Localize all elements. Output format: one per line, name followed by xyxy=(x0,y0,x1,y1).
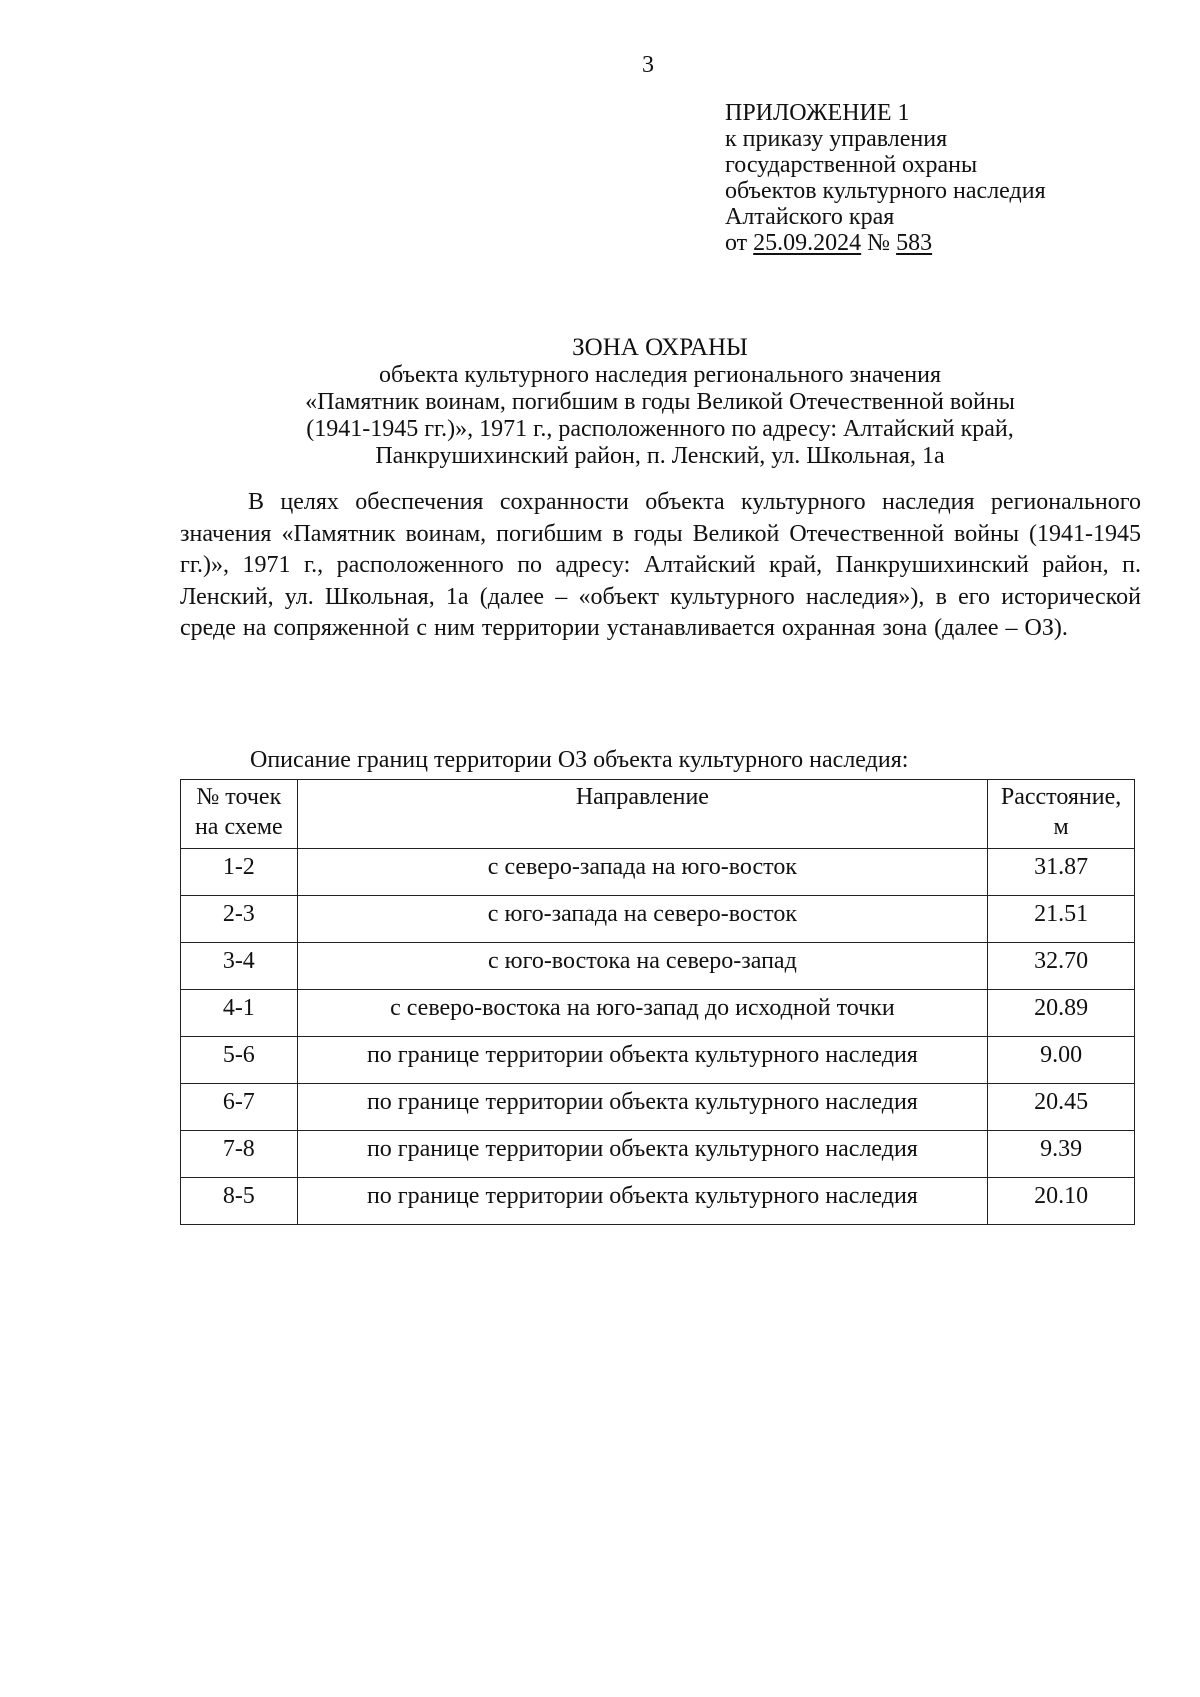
cell-distance: 20.89 xyxy=(988,990,1135,1037)
page-number: 3 xyxy=(642,52,654,78)
cell-direction: по границе территории объекта культурного наследия xyxy=(297,1084,988,1131)
cell-distance: 31.87 xyxy=(988,849,1135,896)
document-heading xyxy=(180,334,1140,470)
cell-points: 4-1 xyxy=(181,990,298,1037)
appendix-title: ПРИЛОЖЕНИЕ 1 xyxy=(725,100,910,126)
table-row xyxy=(181,896,1135,943)
header-distance xyxy=(988,780,1135,849)
cell-points: 1-2 xyxy=(181,849,298,896)
cell-direction: по границе территории объекта культурного наследия xyxy=(297,1037,988,1084)
cell-points: 7-8 xyxy=(181,1131,298,1178)
cell-distance: 20.10 xyxy=(988,1178,1135,1225)
order-number: 583 xyxy=(896,230,933,256)
table-header-row xyxy=(181,780,1135,849)
header-points-line-1: № точек xyxy=(196,784,282,810)
cell-points: 5-6 xyxy=(181,1037,298,1084)
cell-distance: 20.45 xyxy=(988,1084,1135,1131)
table-row xyxy=(181,943,1135,990)
boundaries-table xyxy=(180,779,1135,1225)
date-prefix: от xyxy=(725,230,748,256)
cell-distance: 9.39 xyxy=(988,1131,1135,1178)
table-row xyxy=(181,1178,1135,1225)
appendix-block xyxy=(725,100,1046,256)
number-prefix: № xyxy=(867,230,891,256)
table-row xyxy=(181,1084,1135,1131)
cell-direction: с северо-запада на юго-восток xyxy=(297,849,988,896)
cell-points: 2-3 xyxy=(181,896,298,943)
appendix-line-3: объектов культурного наследия xyxy=(725,178,1046,204)
header-distance-line-1: Расстояние, xyxy=(1000,784,1122,810)
heading-line-4: Панкрушихинский район, п. Ленский, ул. Школьная, 1а xyxy=(375,443,945,469)
table-row xyxy=(181,990,1135,1037)
header-points-line-2: на схеме xyxy=(194,814,283,840)
appendix-date-line xyxy=(725,230,1046,256)
cell-direction: по границе территории объекта культурного наследия xyxy=(297,1178,988,1225)
cell-direction: по границе территории объекта культурного наследия xyxy=(297,1131,988,1178)
order-date: 25.09.2024 xyxy=(753,230,862,256)
body-paragraph: В целях обеспечения сохранности объекта культурного наследия регионального значения «Памятник воинам, погибшим в годы Великой Отечественной войны (1941-1945 гг.)», 1971 г., расположенного по адресу: Алтайский край, Панкрушихинский район, п. Ленский, ул. Школьная, 1а (далее – «объект культурного наследия»), в его исторической среде на сопряженной с ним территории устанавливается охранная зона (далее – ОЗ). xyxy=(180,489,1141,641)
table-row xyxy=(181,1037,1135,1084)
header-distance-line-2: м xyxy=(1053,814,1069,840)
heading-line-3: (1941-1945 гг.)», 1971 г., расположенного по адресу: Алтайский край, xyxy=(306,416,1014,442)
table-row xyxy=(181,1131,1135,1178)
header-direction: Направление xyxy=(297,780,988,849)
cell-distance: 9.00 xyxy=(988,1037,1135,1084)
heading-line-2: «Памятник воинам, погибшим в годы Великой Отечественной войны xyxy=(305,389,1015,415)
header-points xyxy=(181,780,298,849)
appendix-line-1: к приказу управления xyxy=(725,126,948,152)
appendix-line-2: государственной охраны xyxy=(725,152,978,178)
appendix-line-4: Алтайского края xyxy=(725,204,895,230)
cell-points: 8-5 xyxy=(181,1178,298,1225)
cell-distance: 21.51 xyxy=(988,896,1135,943)
cell-distance: 32.70 xyxy=(988,943,1135,990)
cell-points: 3-4 xyxy=(181,943,298,990)
cell-direction: с юго-запада на северо-восток xyxy=(297,896,988,943)
cell-direction: с юго-востока на северо-запад xyxy=(297,943,988,990)
heading-title: ЗОНА ОХРАНЫ xyxy=(572,334,748,361)
heading-line-1: объекта культурного наследия регионального значения xyxy=(378,362,942,388)
cell-points: 6-7 xyxy=(181,1084,298,1131)
cell-direction: с северо-востока на юго-запад до исходной точки xyxy=(297,990,988,1037)
table-caption: Описание границ территории ОЗ объекта культурного наследия: xyxy=(250,747,909,773)
table-row xyxy=(181,849,1135,896)
